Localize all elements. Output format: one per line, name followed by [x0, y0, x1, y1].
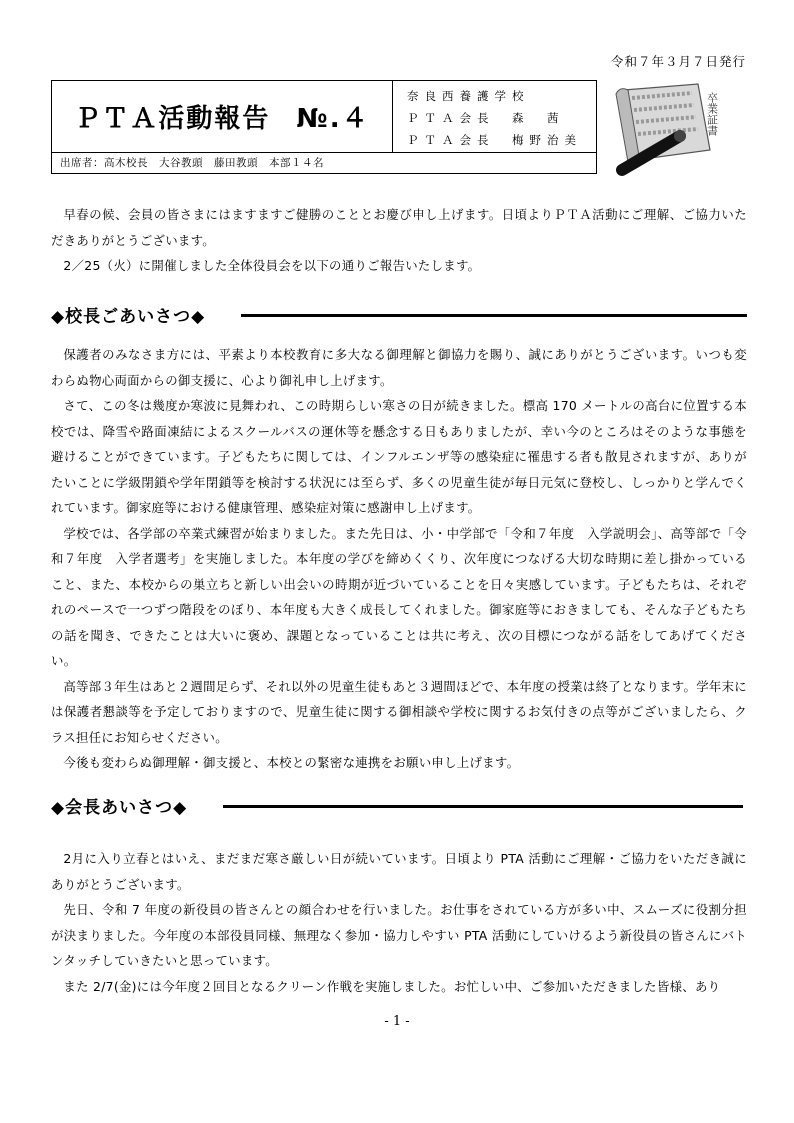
intro-paragraph: 2／25（火）に開催しました全体役員会を以下の通りご報告いたします。: [63, 258, 481, 273]
president-message: [51, 846, 747, 999]
paragraph: 今後も変わらぬ御理解・御支援と、本校との緊密な連携をお願い申し上げます。: [63, 755, 520, 770]
intro-text: [51, 202, 747, 279]
school-name: 奈良西養護学校: [407, 89, 530, 103]
section-rule: [223, 805, 743, 808]
section-title: ◆会長あいさつ◆: [51, 798, 188, 818]
issue-date: 令和７年３月７日発行: [610, 54, 746, 69]
paragraph: 保護者のみなさま方には、平素より本校教育に多大なる御理解と御協力を賜り、誠にありがとうございます。いつも変わらぬ物心両面からの御支援に、心より御礼申し上げます。: [51, 347, 747, 388]
paragraph: さて、この冬は幾度か寒波に見舞われ、この時期らしい寒さの日が続きました。標高 170 メートルの高台に位置する本校では、降雪や路面凍結によるスクールバスの運休等を懸念する日もありましたが、幸い今のところはそのような事態を避けることができています。子どもたちに関しては、インフルエンザ等の感染症に罹患する者も散見されますが、ありがたいことに学級閉鎖や学年閉鎖等を検討する状況には至らず、多くの児童生徒が毎日元気に登校し、しっかりと学んでくれています。御家庭等における健康管理、感染症対策に感謝申し上げます。: [51, 398, 747, 515]
section-heading-principal: [51, 302, 747, 332]
diploma-text: 卒業証書: [705, 92, 719, 136]
newsletter-header: [51, 80, 597, 174]
paragraph: 先日、令和 7 年度の新役員の皆さんとの顔合わせを行いました。お仕事をされている方が多い中、スムーズに役割分担が決まりました。今年度の本部役員同様、無理なく参加・協力しやすい PTA 活動にしていけるよう新役員の皆さんにバトンタッチしていきたいと思っています。: [51, 902, 747, 968]
newsletter-title: ＰＴＡ活動報告: [74, 104, 271, 134]
paragraph: 高等部３年生はあと２週間足らず、それ以外の児童生徒もあと３週間ほどで、本年度の授業は終了となります。学年末には保護者懇談等を予定しておりますので、児童生徒に関する御相談や学校に関するお気付きの点等がございましたら、クラス担任にお知らせください。: [51, 678, 747, 745]
page-number: - 1 -: [384, 1014, 410, 1029]
pta-president-1: ＰＴＡ会長 森 茜: [407, 111, 565, 125]
issue-number: №.４: [296, 104, 370, 134]
paragraph: また 2/7(金)には今年度２回目となるクリーン作戦を実施しました。お忙しい中、ご参加いただきました皆様、あり: [63, 978, 721, 994]
section-heading-president: [51, 793, 747, 823]
principal-message: [51, 342, 747, 776]
intro-paragraph: 早春の候、会員の皆さまにはますますご健勝のこととお慶び申し上げます。日頃よりＰＴＡ活動にご理解、ご協力いただきありがとうございます。: [51, 207, 747, 248]
diploma-scroll-illustration: [606, 76, 726, 178]
pta-president-2: ＰＴＡ会長 梅野治美: [407, 133, 582, 147]
paragraph: 学校では、各学部の卒業式練習が始まりました。また先日は、小・中学部で「令和７年度 入学説明会」、高等部で「令和７年度 入学者選考」を実施しました。本年度の学びを締めくくり、次年度につなげる大切な時期に差し掛かっていること、また、本校からの巣立ちと新しい出会いの時期が近づいていることを日々実感しています。子どもたちは、それぞれのペースで一つずつ階段をのぼり、本年度も大きく成長してくれました。御家庭等におきましても、そんな子どもたちの話を聞き、できたことは大いに褒め、課題となっていることは共に考え、次の目標につながる話をしてあげてください。: [51, 525, 747, 668]
title-cell: [52, 81, 393, 152]
organization-cell: [393, 81, 598, 152]
paragraph: 2月に入り立春とはいえ、まだまだ寒さ厳しい日が続いています。日頃より PTA 活動にご理解・ご協力をいただき誠にありがとうございます。: [51, 851, 747, 892]
section-title: ◆校長ごあいさつ◆: [51, 307, 206, 327]
section-rule: [241, 314, 747, 317]
attendees-line: 出席者：高木校長 大谷教頭 藤田教頭 本部１４名: [52, 152, 596, 174]
